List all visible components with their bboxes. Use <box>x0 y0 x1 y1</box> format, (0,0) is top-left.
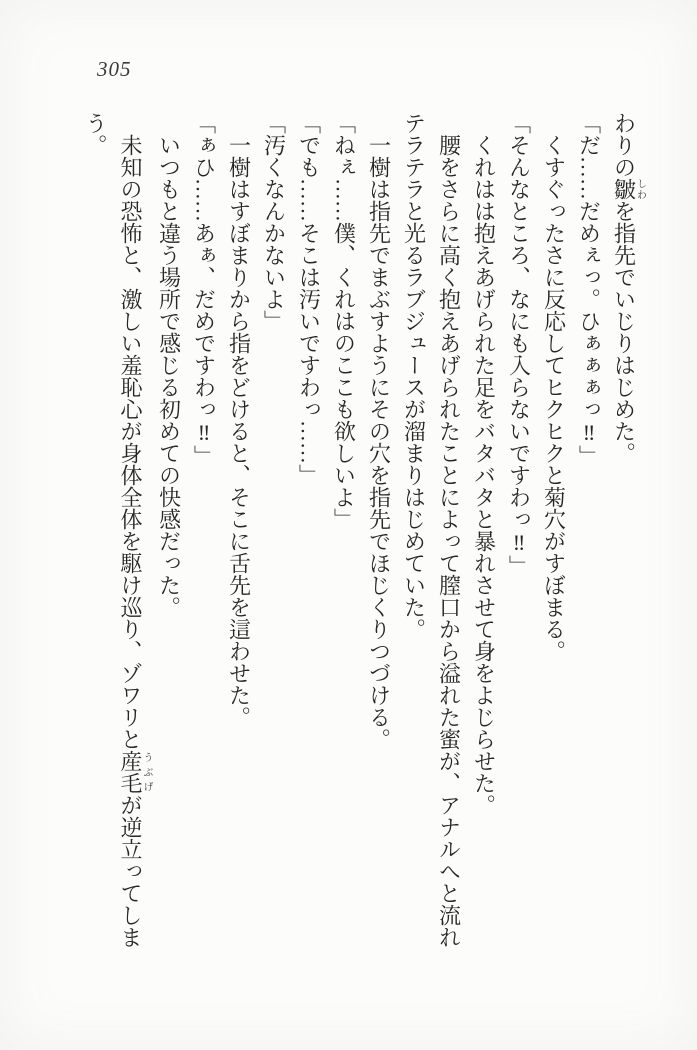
ruby-annotated-word: 皺しわ <box>611 178 646 200</box>
text-line: 「そんなところ、なにも入らないですわっ‼」 <box>506 112 532 577</box>
text-line: 「汚くなんかないよ」 <box>261 112 287 332</box>
text-line: 「だ……だめぇっ。ひぁぁぁっ‼」 <box>576 112 602 467</box>
text-line: 未知の恐怖と、激しい羞恥心が身体全体を駆け巡り、ゾワリと産毛うぶげが逆立ってしま <box>118 134 152 948</box>
text-line: いつもと違う場所で感じる初めての快感だった。 <box>156 134 182 618</box>
text-line: くれはは抱えあげられた足をバタバタと暴れさせて身をよじらせた。 <box>471 134 497 816</box>
text-line: う。 <box>83 112 108 156</box>
page-number: 305 <box>97 57 132 81</box>
text-line: 「ぁひ……あぁ、だめですわっ‼」 <box>191 112 217 467</box>
ruby-annotated-word: 産毛うぶげ <box>118 750 152 794</box>
text-line: 一樹はすぼまりから指をどけると、そこに舌先を這わせた。 <box>226 134 252 728</box>
text-line: テラテラと光るラブジュースが溜まりはじめていた。 <box>401 112 427 640</box>
text-line: 「でも……そこは汚いですわっ……」 <box>296 112 322 486</box>
text-block <box>73 112 645 964</box>
text-line: 腰をさらに高く抱えあげられたことによって膣口から溢れた蜜が、アナルへと流れ <box>436 134 462 948</box>
text-line: 「ねぇ……僕、くれはのここも欲しいよ」 <box>331 112 357 530</box>
text-line: 一樹は指先でまぶすようにその穴を指先でほじくりつづける。 <box>366 134 392 750</box>
text-line: わりの皺しわを指先でいじりはじめた。 <box>611 112 646 464</box>
text-line: くすぐったさに反応してヒクヒクと菊穴がすぼまる。 <box>541 134 567 662</box>
